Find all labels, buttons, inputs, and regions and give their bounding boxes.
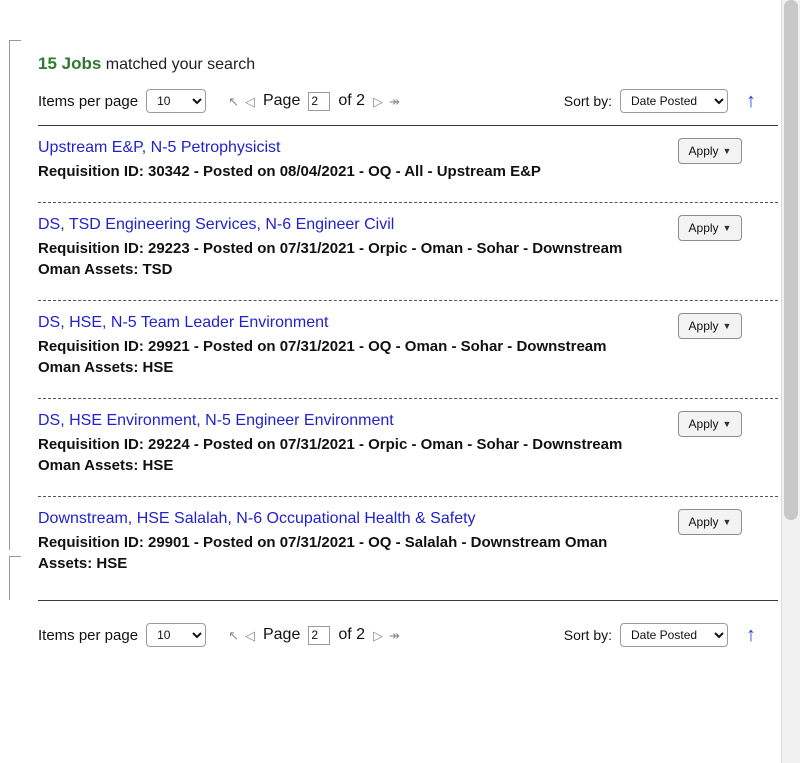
prev-page-icon-top[interactable]: ◁ [244, 93, 255, 109]
apply-button-label: Apply [688, 144, 719, 158]
page-scrollbar-thumb[interactable] [784, 0, 798, 520]
job-title-link[interactable]: Upstream E&P, N-5 Petrophysicist [38, 139, 281, 156]
apply-button[interactable] [678, 411, 742, 437]
job-title-link[interactable]: DS, HSE, N-5 Team Leader Environment [38, 314, 329, 331]
page-number-input-top[interactable] [308, 92, 330, 111]
items-per-page-label-bottom: Items per page [38, 626, 139, 644]
apply-button-label: Apply [688, 515, 719, 529]
sort-area-top [564, 89, 756, 113]
results-count: 15 Jobs [38, 54, 102, 73]
sort-direction-icon-top[interactable]: ↑ [746, 90, 756, 112]
last-page-icon-top[interactable]: ↠ [389, 93, 400, 109]
page-total-top: of 2 [338, 92, 366, 109]
job-title-link[interactable]: Downstream, HSE Salalah, N-6 Occupational Health & Safety [38, 510, 476, 527]
page-word-bottom: Page [262, 626, 301, 643]
next-page-icon-top[interactable]: ▷ [373, 93, 384, 109]
apply-button-label: Apply [688, 417, 719, 431]
prev-page-icon-bottom[interactable]: ◁ [244, 627, 255, 643]
job-meta [38, 161, 638, 182]
job-meta [38, 238, 638, 280]
job-title-link[interactable]: DS, HSE Environment, N-5 Engineer Environment [38, 412, 394, 429]
page-word-top: Page [262, 92, 301, 109]
pager-bottom [38, 617, 778, 653]
sort-area-bottom [564, 623, 756, 647]
items-per-page-select-bottom[interactable] [146, 623, 206, 647]
panel-border-bottom [9, 556, 21, 600]
first-page-icon-bottom[interactable]: ↖ [228, 627, 239, 643]
job-result-item [38, 203, 778, 290]
panel-border-top [9, 40, 21, 550]
job-meta [38, 434, 638, 476]
job-result-item [38, 497, 778, 584]
results-content [38, 0, 778, 653]
chevron-down-icon: ▼ [722, 419, 732, 429]
apply-button[interactable] [678, 138, 742, 164]
page-number-input-bottom[interactable] [308, 626, 330, 645]
apply-button[interactable] [678, 313, 742, 339]
sort-select-bottom[interactable] [620, 623, 728, 647]
apply-button-label: Apply [688, 319, 719, 333]
results-summary [38, 54, 778, 75]
sort-select-top[interactable] [620, 89, 728, 113]
last-page-icon-bottom[interactable]: ↠ [389, 627, 400, 643]
page-scrollbar[interactable] [781, 0, 800, 763]
job-result-item [38, 301, 778, 388]
job-meta [38, 336, 638, 378]
chevron-down-icon: ▼ [722, 517, 732, 527]
pager-top [38, 83, 778, 119]
items-per-page-label-top: Items per page [38, 92, 139, 110]
first-page-icon-top[interactable]: ↖ [228, 93, 239, 109]
sort-label-bottom: Sort by: [563, 627, 612, 643]
sort-direction-icon-bottom[interactable]: ↑ [746, 624, 756, 646]
next-page-icon-bottom[interactable]: ▷ [373, 627, 384, 643]
results-summary-suffix: matched your search [105, 56, 256, 73]
pager-nav-top [228, 92, 400, 111]
job-meta [38, 532, 638, 574]
sort-label-top: Sort by: [563, 93, 612, 109]
job-meta-text: Requisition ID: 30342 - Posted on 08/04/2021 - OQ - All - Upstream E&P [38, 163, 541, 180]
page-total-bottom: of 2 [338, 626, 366, 643]
job-meta-text: Requisition ID: 29921 - Posted on 07/31/2021 - OQ - Oman - Sohar - Downstream Oman Assets: HSE [38, 338, 607, 376]
job-result-item [38, 399, 778, 486]
chevron-down-icon: ▼ [722, 321, 732, 331]
chevron-down-icon: ▼ [722, 223, 732, 233]
pager-nav-bottom [228, 626, 400, 645]
job-meta-text: Requisition ID: 29224 - Posted on 07/31/2021 - Orpic - Oman - Sohar - Downstream Oman Assets: HSE [38, 436, 623, 474]
divider-bottom [38, 600, 778, 601]
apply-button[interactable] [678, 215, 742, 241]
apply-button[interactable] [678, 509, 742, 535]
job-meta-text: Requisition ID: 29901 - Posted on 07/31/2021 - OQ - Salalah - Downstream Oman Assets: HSE [38, 534, 608, 572]
job-meta-text: Requisition ID: 29223 - Posted on 07/31/2021 - Orpic - Oman - Sohar - Downstream Oman Assets: TSD [38, 240, 623, 278]
apply-button-label: Apply [688, 221, 719, 235]
job-result-item [38, 126, 778, 192]
items-per-page-select-top[interactable] [146, 89, 206, 113]
job-title-link[interactable]: DS, TSD Engineering Services, N-6 Engineer Civil [38, 216, 395, 233]
chevron-down-icon: ▼ [722, 146, 732, 156]
